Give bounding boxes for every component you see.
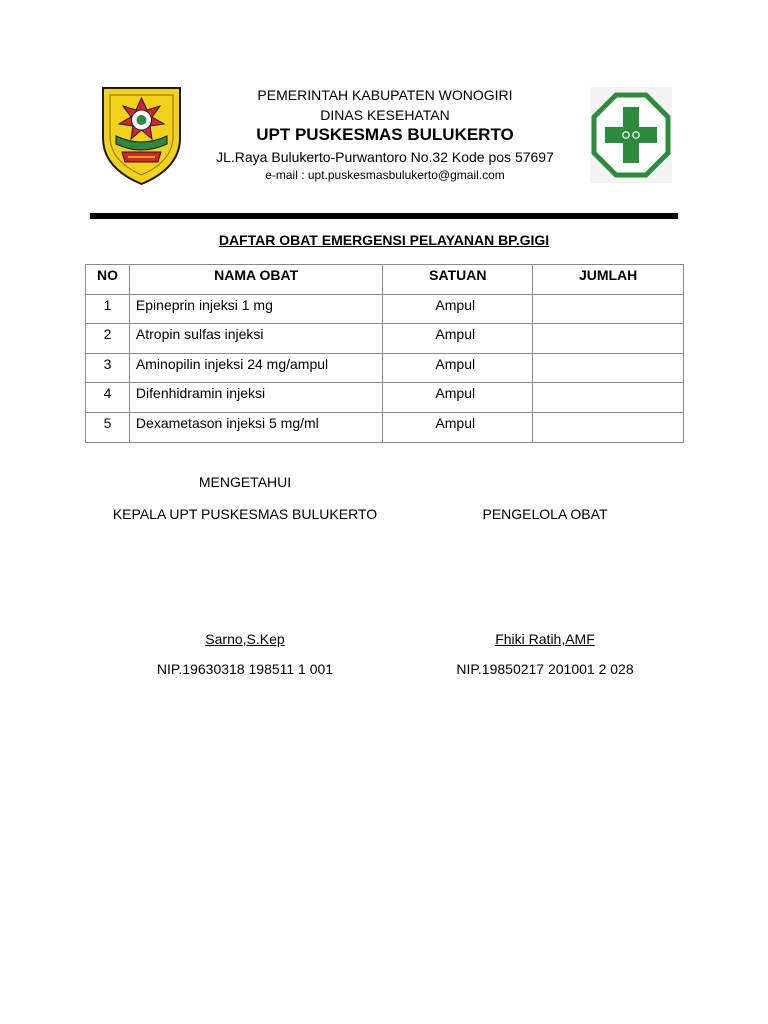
- header-organization-name: UPT PUSKESMAS BULUKERTO: [256, 125, 514, 144]
- medicine-unit: Ampul: [383, 324, 533, 354]
- medicine-unit: Ampul: [383, 353, 533, 383]
- left-signatory-role: KEPALA UPT PUSKESMAS BULUKERTO: [112, 506, 378, 522]
- left-signatory-name: Sarno,S.Kep: [205, 631, 285, 647]
- medicine-name: Aminopilin injeksi 24 mg/ampul: [129, 353, 383, 383]
- header-government-line: PEMERINTAH KABUPATEN WONOGIRI: [257, 87, 513, 103]
- table-header-row: [86, 265, 684, 295]
- medicine-quantity: [533, 383, 684, 413]
- right-signatory-role: PENGELOLA OBAT: [482, 506, 608, 522]
- header-department-line: DINAS KESEHATAN: [320, 107, 450, 123]
- medicine-quantity: [533, 412, 684, 442]
- header-email: e-mail : upt.puskesmasbulukerto@gmail.com: [265, 168, 505, 182]
- row-number: 5: [86, 412, 130, 442]
- row-number: 4: [86, 383, 130, 413]
- row-number: 2: [86, 324, 130, 354]
- puskesmas-cross-icon: [590, 87, 672, 183]
- header-address: JL.Raya Bulukerto-Purwantoro No.32 Kode pos 57697: [216, 149, 554, 165]
- column-header-jumlah: JUMLAH: [533, 265, 684, 295]
- column-header-satuan: SATUAN: [383, 265, 533, 295]
- column-header-no: NO: [86, 265, 130, 295]
- medicine-unit: Ampul: [383, 383, 533, 413]
- table-row: [86, 412, 684, 442]
- medicine-unit: Ampul: [383, 294, 533, 324]
- row-number: 3: [86, 353, 130, 383]
- medicine-name: Epineprin injeksi 1 mg: [129, 294, 383, 324]
- right-signatory-nip: NIP.19850217 201001 2 028: [456, 661, 634, 677]
- header-divider: [90, 213, 678, 219]
- acknowledged-label: MENGETAHUI: [198, 474, 292, 490]
- medicine-name: Dexametason injeksi 5 mg/ml: [129, 412, 383, 442]
- column-header-nama-obat: NAMA OBAT: [129, 265, 383, 295]
- document-title: DAFTAR OBAT EMERGENSI PELAYANAN BP.GIGI: [218, 232, 550, 248]
- medicine-name: Difenhidramin injeksi: [129, 383, 383, 413]
- medicine-table: [85, 264, 684, 443]
- medicine-quantity: [533, 324, 684, 354]
- medicine-quantity: [533, 353, 684, 383]
- table-row: [86, 294, 684, 324]
- right-signatory-name: Fhiki Ratih,AMF: [495, 631, 595, 647]
- medicine-name: Atropin sulfas injeksi: [129, 324, 383, 354]
- medicine-quantity: [533, 294, 684, 324]
- table-row: [86, 324, 684, 354]
- left-signatory-nip: NIP.19630318 198511 1 001: [156, 661, 334, 677]
- table-row: [86, 353, 684, 383]
- row-number: 1: [86, 294, 130, 324]
- table-row: [86, 383, 684, 413]
- medicine-unit: Ampul: [383, 412, 533, 442]
- wonogiri-regency-crest-icon: [100, 86, 183, 186]
